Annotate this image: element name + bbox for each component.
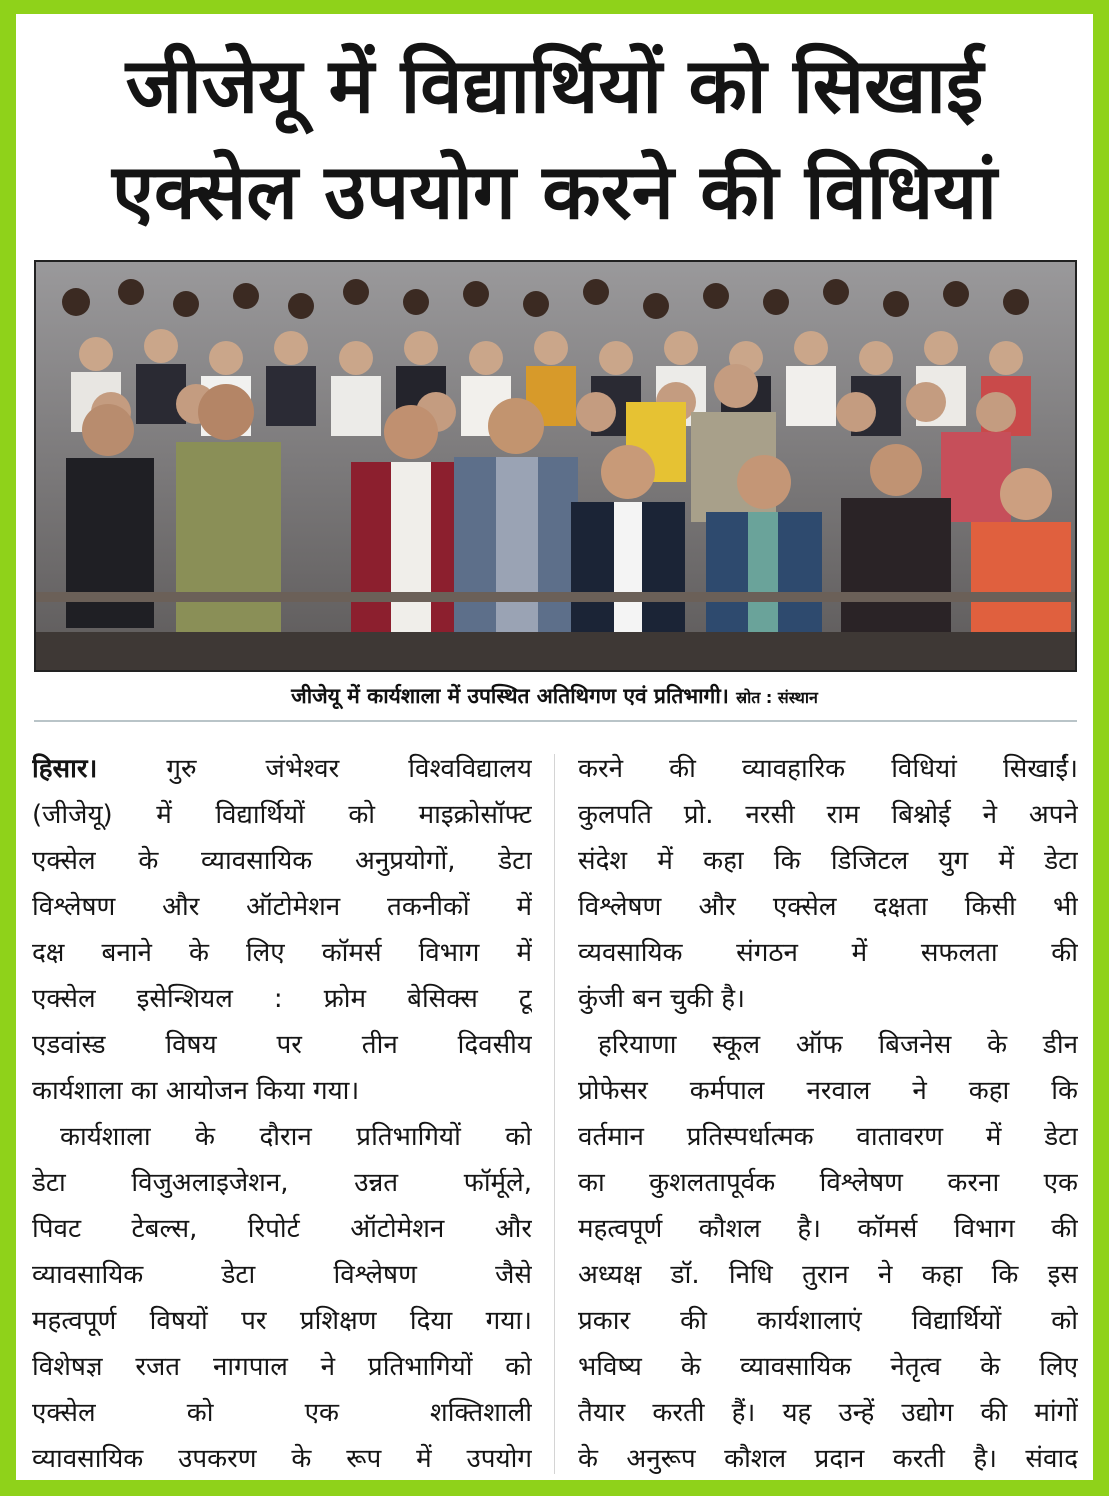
photo-caption [16,682,1093,710]
article-line: एक्सेल इसेन्शियल : फ्रोम बेसिक्स टू [32,984,532,1014]
article-line: महत्वपूर्ण कौशल है। कॉमर्स विभाग की [578,1214,1078,1244]
article-column-right [578,746,1078,1482]
column-divider [554,754,555,1474]
article-line: (जीजेयू) में विद्यार्थियों को माइक्रोसॉफ्ट [32,800,532,830]
caption-source: स्रोत : संस्थान [736,688,818,707]
article-line: पिवट टेबल्स, रिपोर्ट ऑटोमेशन और [32,1214,532,1244]
article-line: अध्यक्ष डॉ. निधि तुरान ने कहा कि इस [578,1260,1078,1290]
article-line: विश्लेषण और एक्सेल दक्षता किसी भी [578,892,1078,922]
article-line: व्यवसायिक संगठन में सफलता की [578,938,1078,968]
newspaper-clipping [16,14,1093,1480]
article-line: एक्सेल के व्यावसायिक अनुप्रयोगों, डेटा [32,846,532,876]
group-photo-illustration [36,262,1075,670]
article-line: कुलपति प्रो. नरसी राम बिश्नोई ने अपने [578,800,1078,830]
article-line: प्रोफेसर कर्मपाल नरवाल ने कहा कि [578,1076,1078,1106]
article-line: कार्यशाला के दौरान प्रतिभागियों को [60,1122,532,1152]
headline-line-2: एक्सेल उपयोग करने की विधियां [112,147,997,236]
article-line: कुंजी बन चुकी है। [578,984,745,1014]
article-line: का कुशलतापूर्वक विश्लेषण करना एक [578,1168,1078,1198]
article-line: के अनुरूप कौशल प्रदान करती है। संवाद [578,1444,1078,1474]
article-line: करने की व्यावहारिक विधियां सिखाईं। [578,754,1078,784]
article-line: हरियाणा स्कूल ऑफ बिजनेस के डीन [598,1030,1078,1060]
article-line: व्यावसायिक उपकरण के रूप में उपयोग [32,1444,532,1474]
article-line: विश्लेषण और ऑटोमेशन तकनीकों में [32,892,532,922]
article-line: एक्सेल को एक शक्तिशाली [32,1398,532,1428]
group-photo [34,260,1077,672]
caption-text: जीजेयू में कार्यशाला में उपस्थित अतिथिगण एवं प्रतिभागी। [291,684,729,708]
article-line-text: गुरु जंभेश्वर विश्वविद्यालय [97,754,532,784]
article-line: संदेश में कहा कि डिजिटल युग में डेटा [578,846,1078,876]
article-line: प्रकार की कार्यशालाएं विद्यार्थियों को [578,1306,1078,1336]
article-line: भविष्य के व्यावसायिक नेतृत्व के लिए [578,1352,1078,1382]
article-line: एडवांस्ड विषय पर तीन दिवसीय [32,1030,532,1060]
article-line: कार्यशाला का आयोजन किया गया। [32,1076,360,1106]
dateline: हिसार। [32,754,98,784]
article-line: दक्ष बनाने के लिए कॉमर्स विभाग में [32,938,532,968]
article-line: वर्तमान प्रतिस्पर्धात्मक वातावरण में डेटा [578,1122,1078,1152]
article-line: डेटा विजुअलाइजेशन, उन्नत फॉर्मूले, [32,1168,532,1198]
article-line: व्यावसायिक डेटा विश्लेषण जैसे [32,1260,532,1290]
article-line [32,746,532,792]
caption-rule [34,720,1077,722]
headline-line-1: जीजेयू में विद्यार्थियों को सिखाई [125,41,984,130]
article-line: तैयार करती हैं। यह उन्हें उद्योग की मांगों [578,1398,1078,1428]
article-column-left [32,746,532,1482]
article-line: महत्वपूर्ण विषयों पर प्रशिक्षण दिया गया। [32,1306,532,1336]
article-line: विशेषज्ञ रजत नागपाल ने प्रतिभागियों को [32,1352,532,1382]
